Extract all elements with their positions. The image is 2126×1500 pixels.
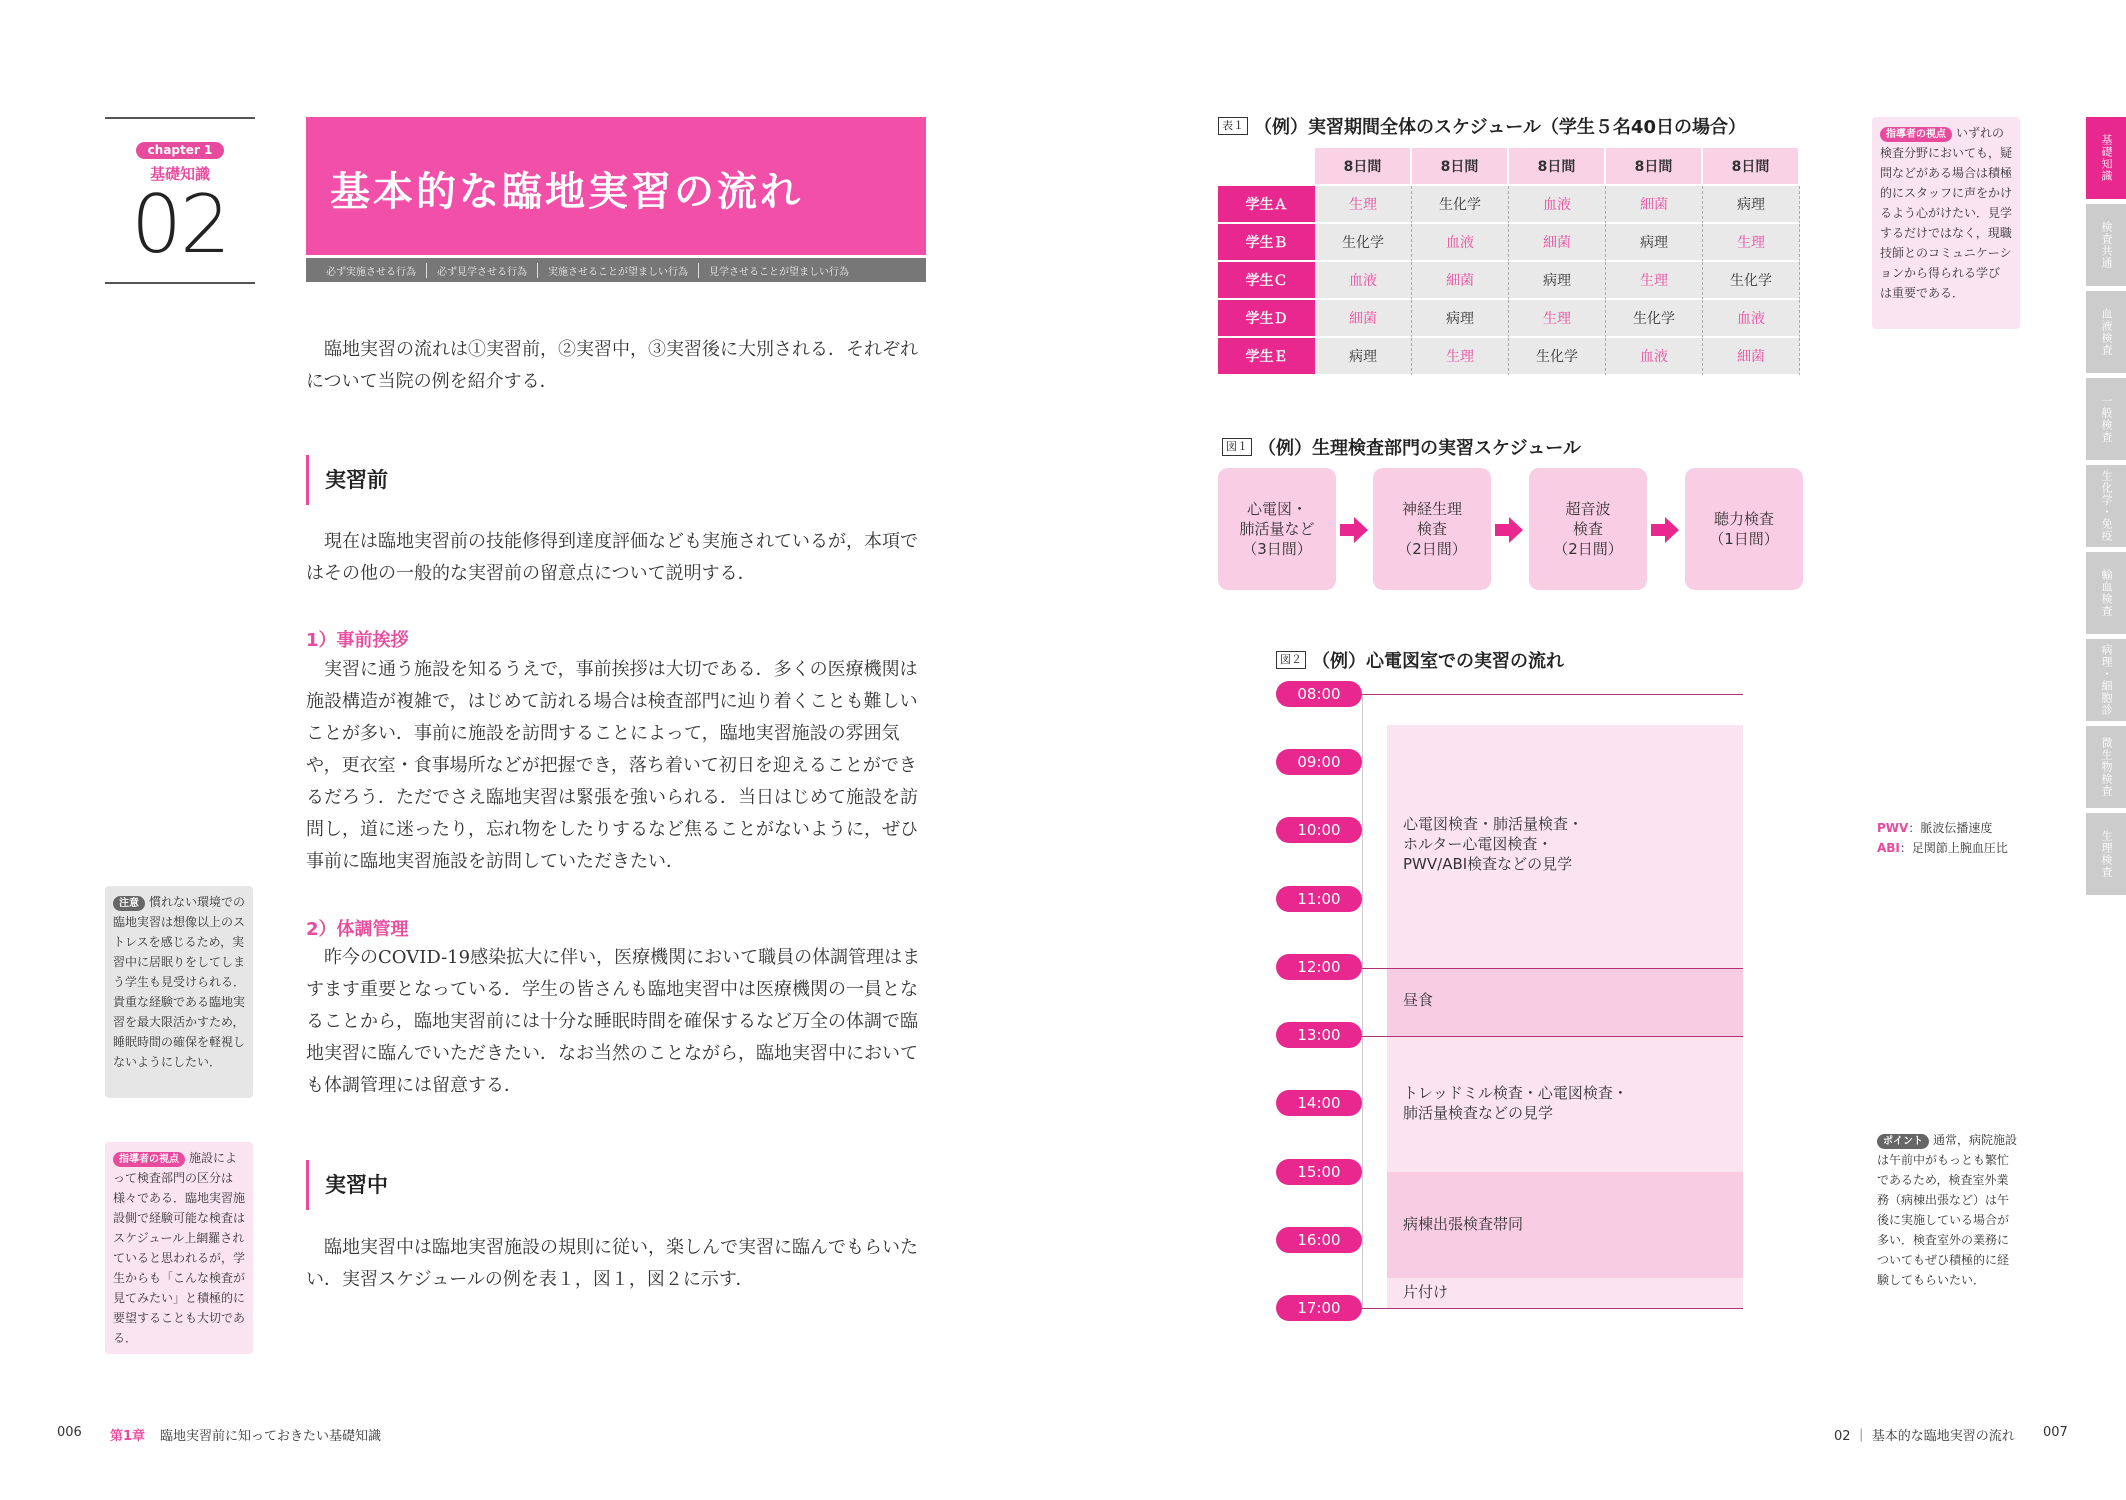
table-cell: 細菌 xyxy=(1412,262,1509,300)
chapter-pill: chapter 1 xyxy=(136,142,224,159)
flow-step-line: 肺活量など xyxy=(1239,520,1315,538)
instructor-text: いずれの検査分野においても，疑問などがある場合は積極的にスタッフに声をかけるよう心がけたい．見学するだけではなく，現職技師とのコミュニケーションから得られる学びは重要である． xyxy=(1880,126,2013,300)
side-tab[interactable]: 微生物検査 xyxy=(2086,726,2126,808)
table-row xyxy=(1218,224,1800,262)
greeting-paragraph: 実習に通う施設を知るうえで，事前挨拶は大切である．多くの医療機関は施設構造が複雑で，はじめて訪れる場合は検査部門に辿り着くことも難しいことが多い．事前に施設を訪問することによって，臨地実習施設の雰囲気や，更衣室・食事場所などが把握でき，落ち着いて初日を迎えることができるだろう．ただでさえ臨地実習は緊張を強いられる．当日はじめて施設を訪問し，道に迷ったり，忘れ物をしたりするなど焦ることがないように，ぜひ事前に臨地実習施設を訪問していただきたい． xyxy=(306,659,918,872)
page-title: 基本的な臨地実習の流れ xyxy=(306,117,926,255)
fig2-title xyxy=(1276,647,1564,673)
flow-step-line: 聴力検査 xyxy=(1713,510,1774,528)
row-label: 学生Ｅ xyxy=(1218,338,1315,376)
table-cell: 血液 xyxy=(1315,262,1412,300)
footer-section: 02 ｜ 基本的な臨地実習の流れ xyxy=(1834,1429,2015,1444)
before-paragraph: 現在は臨地実習前の技能修得到達度評価なども実施されているが，本項ではその他の一般的な実習前の留意点について説明する． xyxy=(306,531,918,584)
caution-label: 注意 xyxy=(113,896,145,911)
activity-tags xyxy=(306,258,926,282)
table-cell: 生理 xyxy=(1703,224,1800,262)
section-number: 02 xyxy=(131,178,229,271)
table-corner xyxy=(1218,148,1315,186)
time-marker: 15:00 xyxy=(1276,1159,1362,1185)
time-marker: 16:00 xyxy=(1276,1227,1362,1253)
time-marker: 13:00 xyxy=(1276,1022,1362,1048)
table-cell: 血液 xyxy=(1703,300,1800,338)
table-row xyxy=(1218,338,1800,376)
instructor-label: 指導者の視点 xyxy=(1880,127,1952,142)
cleanup-activity: 片付け xyxy=(1403,1283,1449,1301)
side-tab-active[interactable]: 基礎知識 xyxy=(2086,117,2126,199)
table-cell: 病理 xyxy=(1315,338,1412,376)
afternoon-activity xyxy=(1403,1083,1628,1123)
side-tab[interactable]: 輸血検査 xyxy=(2086,552,2126,634)
page-number-left: 006 xyxy=(57,1425,82,1440)
table-cell: 血液 xyxy=(1509,186,1606,224)
abbr-value: ：脈波伝播速度 xyxy=(1908,821,1993,835)
table-cell: 病理 xyxy=(1703,186,1800,224)
table-cell: 生化学 xyxy=(1606,300,1703,338)
table-header: 8日間 xyxy=(1509,148,1606,186)
table-header: 8日間 xyxy=(1703,148,1800,186)
caution-note xyxy=(105,886,253,1098)
instructor-note-right xyxy=(1872,117,2020,329)
point-text: 通常，病院施設は午前中がもっとも繁忙であるため，検査室外業務（病棟出張など）は午後に実施している場合が多い．検査室外の業務についてもぜひ積極的に経験してもらいたい． xyxy=(1877,1133,2018,1287)
during-paragraph: 臨地実習中は臨地実習施設の規則に従い，楽しんで実習に臨んでもらいたい．実習スケジュールの例を表１，図１，図２に示す． xyxy=(306,1237,918,1290)
fig2-title-text: （例）心電図室での実習の流れ xyxy=(1312,651,1564,672)
abbr-key: ABI xyxy=(1877,841,1900,855)
table-row xyxy=(1218,262,1800,300)
timeline-rule xyxy=(1362,968,1743,969)
timeline-rule xyxy=(1362,1308,1743,1309)
tag: 見学させることが望ましい行為 xyxy=(709,266,849,278)
table-cell: 生化学 xyxy=(1315,224,1412,262)
abbr-value: ：足関節上腕血圧比 xyxy=(1899,841,2008,855)
side-tab[interactable]: 生化学・免疫 xyxy=(2086,465,2126,547)
table-cell: 病理 xyxy=(1412,300,1509,338)
table-cell: 血液 xyxy=(1606,338,1703,376)
table-cell: 細菌 xyxy=(1315,300,1412,338)
instructor-text: 施設によって検査部門の区分は様々である．臨地実習施設側で経験可能な検査はスケジュール上網羅されていると思われるが，学生からも「こんな検査が見てみたい」と積極的に要望することも大切である． xyxy=(113,1151,246,1345)
point-label: ポイント xyxy=(1877,1134,1929,1149)
activity-line: ホルター心電図検査・ xyxy=(1403,835,1553,853)
chapter-top-rule xyxy=(105,117,255,119)
side-tab[interactable]: 検査共通 xyxy=(2086,204,2126,286)
flow-step-line: 超音波 xyxy=(1565,500,1611,518)
table1-title xyxy=(1218,113,1746,139)
subheading-greeting: 1）事前挨拶 xyxy=(306,630,409,651)
flow-step-line: 心電図・ xyxy=(1246,500,1307,518)
point-note xyxy=(1877,1130,2017,1290)
table-cell: 病理 xyxy=(1606,224,1703,262)
table-cell: 細菌 xyxy=(1703,338,1800,376)
row-label: 学生Ｄ xyxy=(1218,300,1315,338)
table-cell: 細菌 xyxy=(1606,186,1703,224)
activity-line: 心電図検査・肺活量検査・ xyxy=(1403,815,1584,833)
table-cell: 生理 xyxy=(1606,262,1703,300)
caution-text: 慣れない環境での臨地実習は想像以上のストレスを感じるため，実習中に居眠りをしてしまう学生も見受けられる．貴重な経験である臨地実習を最大限活かすため，睡眠時間の確保を軽視しないようにしたい． xyxy=(113,895,246,1069)
section-heading-during: 実習中 xyxy=(306,1160,388,1210)
flow-step-line: （3日間） xyxy=(1242,540,1312,558)
time-marker: 11:00 xyxy=(1276,886,1362,912)
table1-title-text: （例）実習期間全体のスケジュール（学生５名40日の場合） xyxy=(1254,117,1746,138)
abbr-key: PWV xyxy=(1877,821,1909,835)
lunch-activity: 昼食 xyxy=(1403,991,1434,1009)
fig2-number: 図２ xyxy=(1276,651,1306,669)
flow-step-line: 検査 xyxy=(1572,520,1603,538)
flow-step xyxy=(1529,468,1647,590)
time-marker: 12:00 xyxy=(1276,954,1362,980)
instructor-label: 指導者の視点 xyxy=(113,1152,185,1167)
flow-step xyxy=(1218,468,1336,590)
activity-line: トレッドミル検査・心電図検査・ xyxy=(1403,1084,1628,1102)
side-tab[interactable]: 血液検査 xyxy=(2086,291,2126,373)
flow-step-line: 検査 xyxy=(1416,520,1447,538)
activity-line: 肺活量検査などの見学 xyxy=(1403,1104,1554,1122)
table-header: 8日間 xyxy=(1315,148,1412,186)
timeline-rule xyxy=(1362,1036,1743,1037)
table-cell: 生理 xyxy=(1315,186,1412,224)
table-cell: 生化学 xyxy=(1412,186,1509,224)
instructor-note-left xyxy=(105,1142,253,1354)
time-marker: 10:00 xyxy=(1276,817,1362,843)
timeline-rule xyxy=(1362,694,1743,695)
table-cell: 生化学 xyxy=(1703,262,1800,300)
tag: 必ず実施させる行為 xyxy=(316,263,427,278)
row-label: 学生Ｂ xyxy=(1218,224,1315,262)
flow-step-line: 神経生理 xyxy=(1401,500,1462,518)
flow-step xyxy=(1373,468,1491,590)
table-row xyxy=(1218,186,1800,224)
activity-line: PWV/ABI検査などの見学 xyxy=(1403,855,1573,873)
table-header: 8日間 xyxy=(1412,148,1509,186)
time-marker: 09:00 xyxy=(1276,749,1362,775)
flow-step-line: （1日間） xyxy=(1709,530,1779,548)
chapter-label: 基礎知識 xyxy=(149,165,210,183)
tag: 必ず見学させる行為 xyxy=(427,263,538,278)
page-number-right: 007 xyxy=(2043,1425,2068,1440)
fig1-title xyxy=(1222,434,1581,460)
ward-activity: 病棟出張検査帯同 xyxy=(1403,1215,1524,1233)
time-marker: 14:00 xyxy=(1276,1090,1362,1116)
table1-number: 表１ xyxy=(1218,117,1248,135)
lunch-block xyxy=(1387,968,1743,1036)
fig1-title-text: （例）生理検査部門の実習スケジュール xyxy=(1258,438,1581,459)
table-cell: 細菌 xyxy=(1509,224,1606,262)
row-label: 学生Ａ xyxy=(1218,186,1315,224)
time-marker: 08:00 xyxy=(1276,681,1362,707)
table-cell: 血液 xyxy=(1412,224,1509,262)
timeline-axis xyxy=(1362,694,1363,1308)
table-row xyxy=(1218,300,1800,338)
subheading-health: 2）体調管理 xyxy=(306,919,409,940)
section-heading-before: 実習前 xyxy=(306,455,388,505)
chapter-bottom-rule xyxy=(105,282,255,284)
side-tab[interactable]: 生理検査 xyxy=(2086,813,2126,895)
row-label: 学生Ｃ xyxy=(1218,262,1315,300)
abbreviation-notes xyxy=(1877,818,2017,858)
footer-chapter: 第1章 xyxy=(110,1429,146,1444)
tag: 実施させることが望ましい行為 xyxy=(538,263,699,278)
side-tab[interactable]: 一般検査 xyxy=(2086,378,2126,460)
fig1-number: 図１ xyxy=(1222,438,1252,456)
morning-activity xyxy=(1403,814,1583,874)
table-cell: 生化学 xyxy=(1509,338,1606,376)
table-cell: 生理 xyxy=(1412,338,1509,376)
table-header: 8日間 xyxy=(1606,148,1703,186)
flow-step-line: （2日間） xyxy=(1553,540,1623,558)
table-cell: 病理 xyxy=(1509,262,1606,300)
side-tab[interactable]: 病理・細胞診 xyxy=(2086,639,2126,721)
time-marker: 17:00 xyxy=(1276,1295,1362,1321)
flow-step xyxy=(1685,468,1803,590)
health-paragraph: 昨今のCOVID-19感染拡大に伴い，医療機関において職員の体調管理はますます重要となっている．学生の皆さんも臨地実習中は医療機関の一員となることから，臨地実習前には十分な睡眠時間を確保するなど万全の体調で臨地実習に臨んでいただきたい．なお当然のことながら，臨地実習中においても体調管理には留意する． xyxy=(306,947,921,1096)
flow-step-line: （2日間） xyxy=(1397,540,1467,558)
footer-chapter-title: 臨地実習前に知っておきたい基礎知識 xyxy=(160,1429,382,1444)
table-cell: 生理 xyxy=(1509,300,1606,338)
intro-paragraph: 臨地実習の流れは①実習前，②実習中，③実習後に大別される．それぞれについて当院の例を紹介する． xyxy=(306,339,918,392)
schedule-table xyxy=(1218,148,1800,376)
